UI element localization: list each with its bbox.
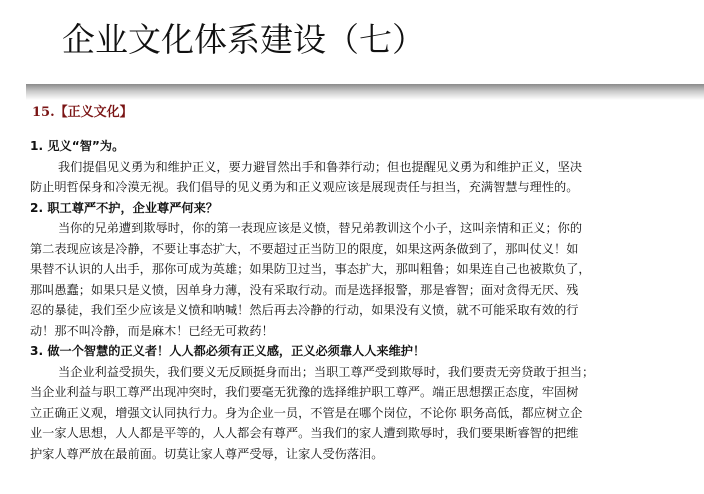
text-line: 1. 见义“智”为。	[30, 139, 125, 153]
text-line: 立正确正义观，增强文认同执行力。身为企业一员，不管是在哪个岗位，不论你 职务高低，都应树立企	[30, 405, 583, 420]
text-line: 当企业利益与职工尊严出现冲突时，我们要毫无犹豫的选择维护职工尊严。端正思想摆正态度，牢固树	[30, 385, 579, 399]
text-line: 第二表现应该是冷静，不要让事态扩大，不要超过正当防卫的限度，如果这两条做到了，那叫仗义！如	[30, 241, 579, 256]
text-line: 业一家人思想，人人都是平等的，人人都会有尊严。当我们的家人遭到欺辱时，我们要果断睿智的把维	[30, 426, 579, 440]
title-divider	[26, 84, 704, 100]
page-title: 企业文化体系建设（七）	[62, 20, 425, 59]
section-heading: 15.【正义文化】	[32, 105, 133, 120]
text-line: 3. 做一个智慧的正义者！人人都必须有正义感，正义必须靠人人来维护！	[30, 344, 426, 358]
text-line: 忍的暴徒，我们至少应该是义愤和呐喊！然后再去冷静的行动，如果没有义愤，就不可能采取有效的行	[30, 303, 579, 317]
text-line: 护家人尊严放在最前面。切莫让家人尊严受辱，让家人受伤落泪。	[30, 446, 384, 461]
text-line: 2. 职工尊严不护，企业尊严何来？	[30, 200, 218, 215]
text-line: 那叫愚蠢；如果只是义愤，因单身力薄，没有采取行动。而是选择报警，那是睿智；面对贪得无厌、残	[30, 282, 579, 297]
text-line: 防止明哲保身和冷漠无视。我们倡导的见义勇为和正义观应该是展现责任与担当，充满智慧与理性的。	[30, 180, 579, 194]
text-line: 果替不认识的人出手，那你可成为英雄；如果防卫过当，事态扩大，那叫粗鲁；如果连自己也被欺负了，	[30, 262, 591, 276]
text-line: 当你的兄弟遭到欺辱时，你的第一表现应该是义愤，替兄弟教训这个小子，这叫亲情和正义；你的	[58, 221, 583, 235]
text-line: 当企业利益受损失，我们要义无反顾挺身而出；当职工尊严受到欺辱时，我们要责无旁贷敢于担当；	[58, 364, 595, 379]
text-line: 我们提倡见义勇为和维护正义，要力避冒然出手和鲁莽行动；但也提醒见义勇为和维护正义，坚决	[58, 159, 583, 174]
document-body	[30, 136, 698, 464]
text-line: 动！那不叫冷静，而是麻木！已经无可救药！	[30, 323, 274, 338]
